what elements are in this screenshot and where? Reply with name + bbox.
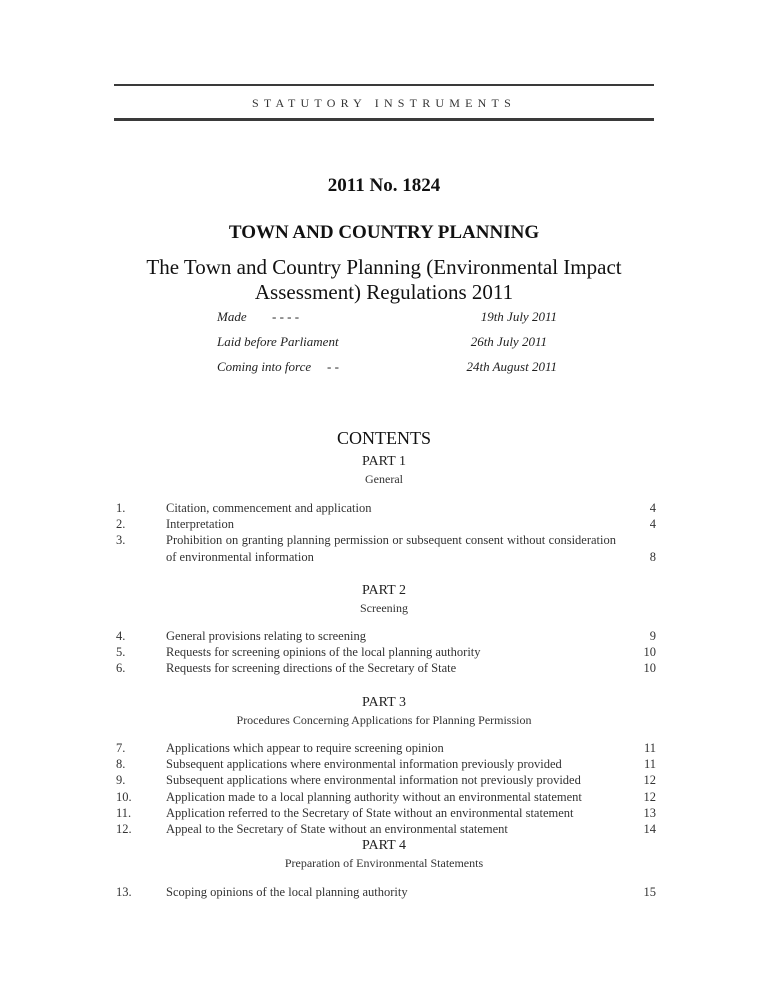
toc-page: 10 [643, 645, 656, 660]
date-label: Coming into force [217, 359, 312, 374]
part-4-toc [116, 884, 656, 900]
date-value: 19th July 2011 [480, 309, 557, 324]
toc-page: 4 [649, 501, 656, 515]
toc-num: 5. [116, 645, 126, 660]
part-1-subtitle: General [365, 472, 403, 486]
toc-num: 11. [116, 805, 132, 820]
toc-num: 4. [116, 629, 126, 643]
toc-text: Application made to a local planning authority without an environmental statement [166, 789, 582, 804]
part-4-title: PART 4 [362, 838, 406, 853]
toc-item[interactable] [116, 500, 656, 516]
toc-page: 11 [643, 741, 656, 755]
part-3-subtitle: Procedures Concerning Applications for Planning Permission [236, 713, 532, 727]
title-line-2: Assessment) Regulations 2011 [254, 280, 514, 304]
toc-item[interactable] [116, 740, 656, 756]
toc-text: Requests for screening opinions of the local planning authority [166, 645, 481, 660]
date-label: Made [217, 309, 247, 324]
date-row-made [217, 309, 557, 327]
title-line-1: The Town and Country Planning (Environmental Impact [146, 255, 622, 279]
date-dashes: - - [327, 359, 339, 374]
date-row-force [217, 359, 557, 377]
toc-text: Interpretation [166, 517, 235, 532]
subject-heading: TOWN AND COUNTRY PLANNING [228, 222, 540, 243]
part-2-toc [116, 628, 656, 677]
date-value: 26th July 2011 [470, 334, 547, 349]
toc-item[interactable] [116, 660, 656, 676]
toc-item[interactable] [116, 789, 656, 805]
part-1-toc [116, 500, 656, 565]
part-3-toc [116, 740, 656, 837]
toc-page: 13 [643, 805, 656, 820]
toc-text: Citation, commencement and application [166, 501, 372, 515]
toc-num: 10. [116, 789, 132, 804]
toc-page: 15 [643, 885, 656, 899]
toc-page: 9 [649, 629, 656, 643]
toc-item[interactable] [116, 532, 656, 564]
date-value: 24th August 2011 [466, 359, 557, 374]
toc-item[interactable] [116, 516, 656, 532]
part-2-title: PART 2 [362, 583, 406, 598]
toc-text: Subsequent applications where environmental information not previously provided [166, 773, 581, 788]
toc-item[interactable] [116, 628, 656, 644]
si-number: 2011 No. 1824 [327, 175, 441, 196]
toc-num: 9. [116, 773, 126, 788]
date-row-laid [217, 334, 557, 352]
bottom-rule [114, 118, 654, 121]
toc-page: 12 [643, 789, 656, 804]
toc-page: 10 [643, 661, 656, 676]
toc-num: 12. [116, 822, 132, 837]
toc-text: General provisions relating to screening [166, 629, 366, 643]
series-heading: STATUTORY INSTRUMENTS [252, 96, 516, 110]
toc-page: 14 [643, 822, 656, 837]
toc-page: 4 [649, 517, 656, 532]
top-rule [114, 84, 654, 86]
toc-item[interactable] [116, 772, 656, 788]
document-title [114, 255, 654, 305]
toc-num: 1. [116, 501, 126, 515]
toc-item[interactable] [116, 756, 656, 772]
toc-num: 6. [116, 661, 126, 676]
toc-text: Scoping opinions of the local planning authority [166, 885, 408, 899]
toc-page: 8 [649, 549, 656, 564]
toc-item[interactable] [116, 884, 656, 900]
date-label: Laid before Parliament [217, 334, 339, 349]
toc-text: Prohibition on granting planning permission or subsequent consent without consideration of environmental information [166, 533, 616, 564]
part-4-subtitle: Preparation of Environmental Statements [284, 856, 484, 870]
toc-num: 8. [116, 757, 126, 772]
date-dashes: - - - - [272, 309, 300, 324]
contents-heading: CONTENTS [337, 428, 431, 448]
part-1-title: PART 1 [362, 454, 406, 469]
toc-item[interactable] [116, 821, 656, 837]
toc-item[interactable] [116, 644, 656, 660]
toc-text: Requests for screening directions of the Secretary of State [166, 661, 457, 676]
toc-text: Appeal to the Secretary of State without an environmental statement [166, 822, 508, 837]
part-2-subtitle: Screening [360, 601, 408, 615]
toc-item[interactable] [116, 805, 656, 821]
toc-page: 11 [643, 757, 656, 772]
toc-page: 12 [643, 773, 656, 788]
toc-num: 2. [116, 517, 126, 532]
toc-text: Application referred to the Secretary of State without an environmental statement [166, 805, 574, 820]
toc-num: 13. [116, 885, 132, 899]
toc-num: 7. [116, 741, 126, 755]
toc-text: Applications which appear to require screening opinion [166, 741, 444, 755]
toc-text: Subsequent applications where environmental information previously provided [166, 757, 562, 772]
part-3-title: PART 3 [362, 695, 406, 710]
toc-num: 3. [116, 533, 126, 548]
